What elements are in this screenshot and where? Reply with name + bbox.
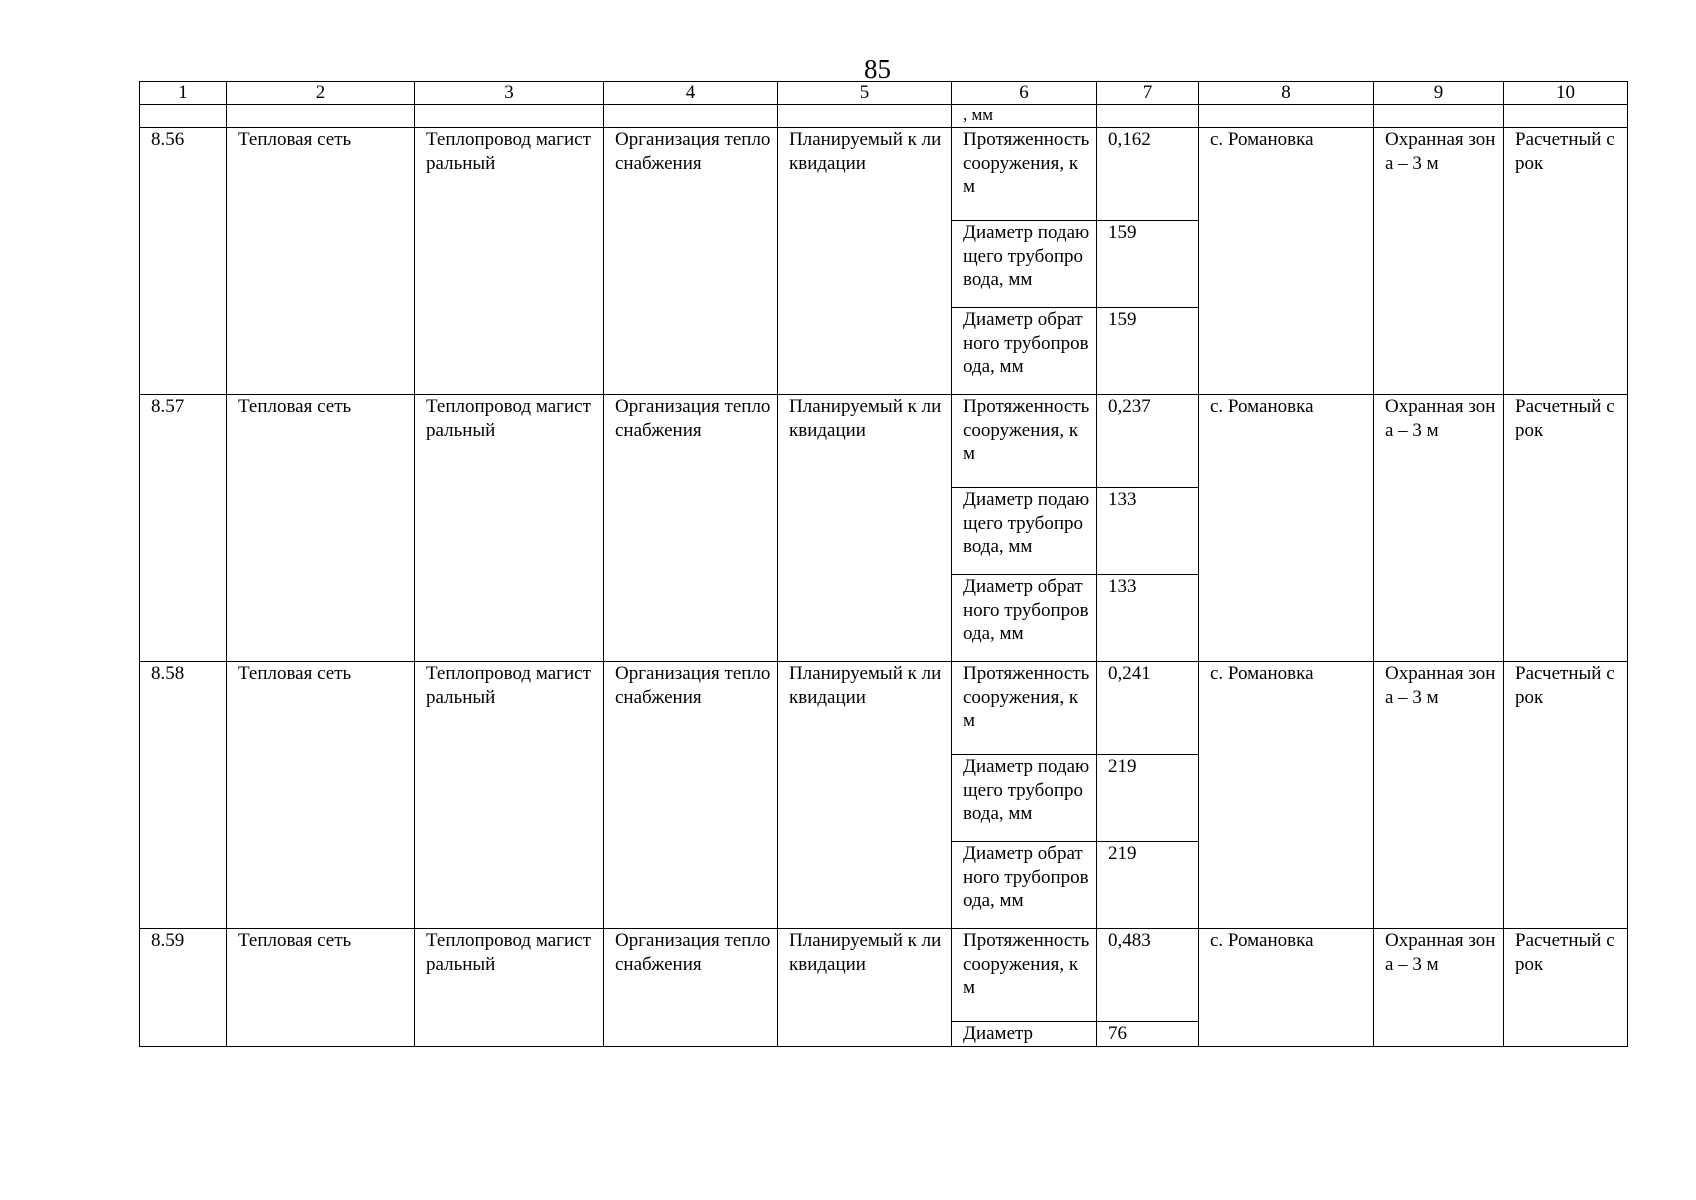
object-number: 8.57 [140, 395, 227, 662]
table-cell [1374, 105, 1504, 128]
param-value: 159 [1097, 308, 1199, 395]
object-number: 8.56 [140, 128, 227, 395]
object-row [140, 662, 1628, 755]
object-location: с. Романовка [1199, 395, 1374, 662]
object-row [140, 929, 1628, 1022]
column-number: 8 [1199, 82, 1374, 105]
object-number: 8.58 [140, 662, 227, 929]
column-number: 3 [415, 82, 604, 105]
column-number: 7 [1097, 82, 1199, 105]
page-number: 85 [864, 54, 891, 84]
object-location: с. Романовка [1199, 662, 1374, 929]
param-value: 219 [1097, 755, 1199, 842]
column-number: 10 [1504, 82, 1628, 105]
table-cell [604, 105, 778, 128]
column-number: 2 [227, 82, 415, 105]
table-cell [1199, 105, 1374, 128]
param-label: Диаметр [952, 1022, 1097, 1047]
object-organization: Организация теплоснабжения [604, 128, 778, 395]
object-location: с. Романовка [1199, 929, 1374, 1047]
param-label: Протяженность сооружения, км [952, 929, 1097, 1022]
param-value: 219 [1097, 842, 1199, 929]
object-type: Тепловая сеть [227, 662, 415, 929]
param-value: 0,241 [1097, 662, 1199, 755]
table-cell [778, 105, 952, 128]
column-number: 1 [140, 82, 227, 105]
column-number-row [140, 82, 1628, 105]
param-label: Диаметр обратного трубопровода, мм [952, 575, 1097, 662]
object-protection-zone: Охранная зона – 3 м [1374, 662, 1504, 929]
param-label: Диаметр обратного трубопровода, мм [952, 842, 1097, 929]
table-cell [1504, 105, 1628, 128]
object-type: Тепловая сеть [227, 395, 415, 662]
object-protection-zone: Охранная зона – 3 м [1374, 395, 1504, 662]
param-value: 76 [1097, 1022, 1199, 1047]
param-value: 0,237 [1097, 395, 1199, 488]
object-name: Теплопровод магистральный [415, 929, 604, 1047]
object-protection-zone: Охранная зона – 3 м [1374, 929, 1504, 1047]
param-label: Диаметр подающего трубопровода, мм [952, 755, 1097, 842]
object-location: с. Романовка [1199, 128, 1374, 395]
object-organization: Организация теплоснабжения [604, 929, 778, 1047]
param-label: Протяженность сооружения, км [952, 395, 1097, 488]
object-type: Тепловая сеть [227, 929, 415, 1047]
param-value: 0,483 [1097, 929, 1199, 1022]
object-organization: Организация теплоснабжения [604, 395, 778, 662]
object-number: 8.59 [140, 929, 227, 1047]
column-number: 5 [778, 82, 952, 105]
object-status: Планируемый к ликвидации [778, 662, 952, 929]
object-status: Планируемый к ликвидации [778, 128, 952, 395]
column-number: 4 [604, 82, 778, 105]
object-term: Расчетный срок [1504, 929, 1628, 1047]
table-cell [415, 105, 604, 128]
object-type: Тепловая сеть [227, 128, 415, 395]
object-name: Теплопровод магистральный [415, 128, 604, 395]
object-organization: Организация теплоснабжения [604, 662, 778, 929]
param-label: Протяженность сооружения, км [952, 128, 1097, 221]
object-term: Расчетный срок [1504, 128, 1628, 395]
param-value: 0,162 [1097, 128, 1199, 221]
object-name: Теплопровод магистральный [415, 395, 604, 662]
object-name: Теплопровод магистральный [415, 662, 604, 929]
column-number: 6 [952, 82, 1097, 105]
table-cell [140, 105, 227, 128]
object-protection-zone: Охранная зона – 3 м [1374, 128, 1504, 395]
objects-table [139, 81, 1628, 1047]
continuation-param-label: , мм [952, 105, 1097, 128]
continuation-row [140, 105, 1628, 128]
param-value: 133 [1097, 488, 1199, 575]
param-label: Протяженность сооружения, км [952, 662, 1097, 755]
table-cell [1097, 105, 1199, 128]
object-row [140, 395, 1628, 488]
param-value: 159 [1097, 221, 1199, 308]
param-label: Диаметр подающего трубопровода, мм [952, 221, 1097, 308]
param-value: 133 [1097, 575, 1199, 662]
param-label: Диаметр подающего трубопровода, мм [952, 488, 1097, 575]
object-term: Расчетный срок [1504, 395, 1628, 662]
object-status: Планируемый к ликвидации [778, 395, 952, 662]
column-number: 9 [1374, 82, 1504, 105]
table-body [140, 82, 1628, 1047]
object-term: Расчетный срок [1504, 662, 1628, 929]
table-cell [227, 105, 415, 128]
param-label: Диаметр обратного трубопровода, мм [952, 308, 1097, 395]
object-row [140, 128, 1628, 221]
object-status: Планируемый к ликвидации [778, 929, 952, 1047]
